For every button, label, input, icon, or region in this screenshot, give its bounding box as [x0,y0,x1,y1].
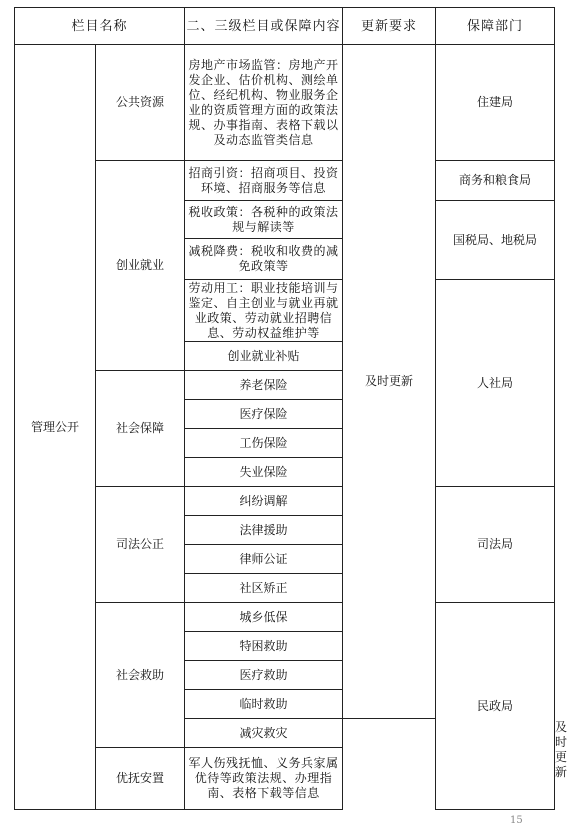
page-number: 15 [510,815,523,826]
dept-civil-affairs: 民政局 [436,603,555,810]
item-labor: 劳动用工：职业技能培训与鉴定、自主创业与就业再就业政策、劳动就业招聘信息、劳动权益维护等 [185,280,343,342]
dept-justice: 司法局 [436,487,555,603]
item-community-correction: 社区矫正 [185,574,343,603]
item-medical-insurance: 医疗保险 [185,400,343,429]
item-investment: 招商引资：招商项目、投资环境、招商服务等信息 [185,161,343,201]
dept-hr: 人社局 [436,280,555,487]
group-social-relief: 社会救助 [96,603,185,748]
item-notary: 律师公证 [185,545,343,574]
item-real-estate: 房地产市场监管：房地产开发企业、估价机构、测绘单位、经纪机构、物业服务企业的资质管理方面的政策法规、办事指南、表格下载以及动态监管类信息 [185,45,343,161]
document-table: 栏目名称 二、三级栏目或保障内容 更新要求 保障部门 管理公开 公共资源 房地产市场监管：房地产开发企业、估价机构、测绘单位、经纪机构、物业服务企业的资质管理方面的政策法规、办事指南、表格下载以及动态监管类信息 及时更新 住建局 创业就业 招商引资：招商项目、投资环境、招商服务等信息 商务和粮食局 税收政策：各税种的政策法规与解读等 国税局、地税局 减税降费：税收和收费的减免政策等 劳动用工：职业技能培训与鉴定、自主创业与就业再就业政策、劳动就业招聘信息、劳动权益维护等 人社局 创业就业补贴 社会保障 养老保险 医疗保险 工伤保险 失业保险 司法公正 纠纷调解 司法局 法律援助 律师公证 社区矫正 社会救助 城乡低保 民政局 特困救助 医疗救助 临时救助 及时更新 减灾救灾 优抚安置 军人伤残抚恤、义务兵家属优待等政策法规、办理指南、表格下载等信息 [14,7,555,810]
item-startup-subsidy: 创业就业补贴 [185,342,343,371]
group-entrepreneurship: 创业就业 [96,161,185,371]
category-cell: 管理公开 [15,45,96,810]
dept-housing: 住建局 [436,45,555,161]
item-unemployment-insurance: 失业保险 [185,458,343,487]
item-legal-aid: 法律援助 [185,516,343,545]
item-veterans: 军人伤残抚恤、义务兵家属优待等政策法规、办理指南、表格下载等信息 [185,748,343,810]
dept-commerce: 商务和粮食局 [436,161,555,201]
header-content: 二、三级栏目或保障内容 [185,8,343,45]
item-extreme-poverty: 特困救助 [185,632,343,661]
item-tax-policy: 税收政策：各税种的政策法规与解读等 [185,201,343,239]
item-tax-reduction: 减税降费：税收和收费的减免政策等 [185,239,343,280]
group-public-resources: 公共资源 [96,45,185,161]
item-pension: 养老保险 [185,371,343,400]
header-department: 保障部门 [436,8,555,45]
group-social-security: 社会保障 [96,371,185,487]
item-injury-insurance: 工伤保险 [185,429,343,458]
item-disaster-relief: 减灾救灾 [185,719,343,748]
group-preferential: 优抚安置 [96,748,185,810]
item-low-income: 城乡低保 [185,603,343,632]
item-temporary-aid: 临时救助 [185,690,343,719]
item-dispute-mediation: 纠纷调解 [185,487,343,516]
header-update: 更新要求 [343,8,436,45]
dept-tax: 国税局、地税局 [436,201,555,280]
header-category: 栏目名称 [15,8,185,45]
item-medical-aid: 医疗救助 [185,661,343,690]
update-main: 及时更新 [343,45,436,719]
group-justice: 司法公正 [96,487,185,603]
